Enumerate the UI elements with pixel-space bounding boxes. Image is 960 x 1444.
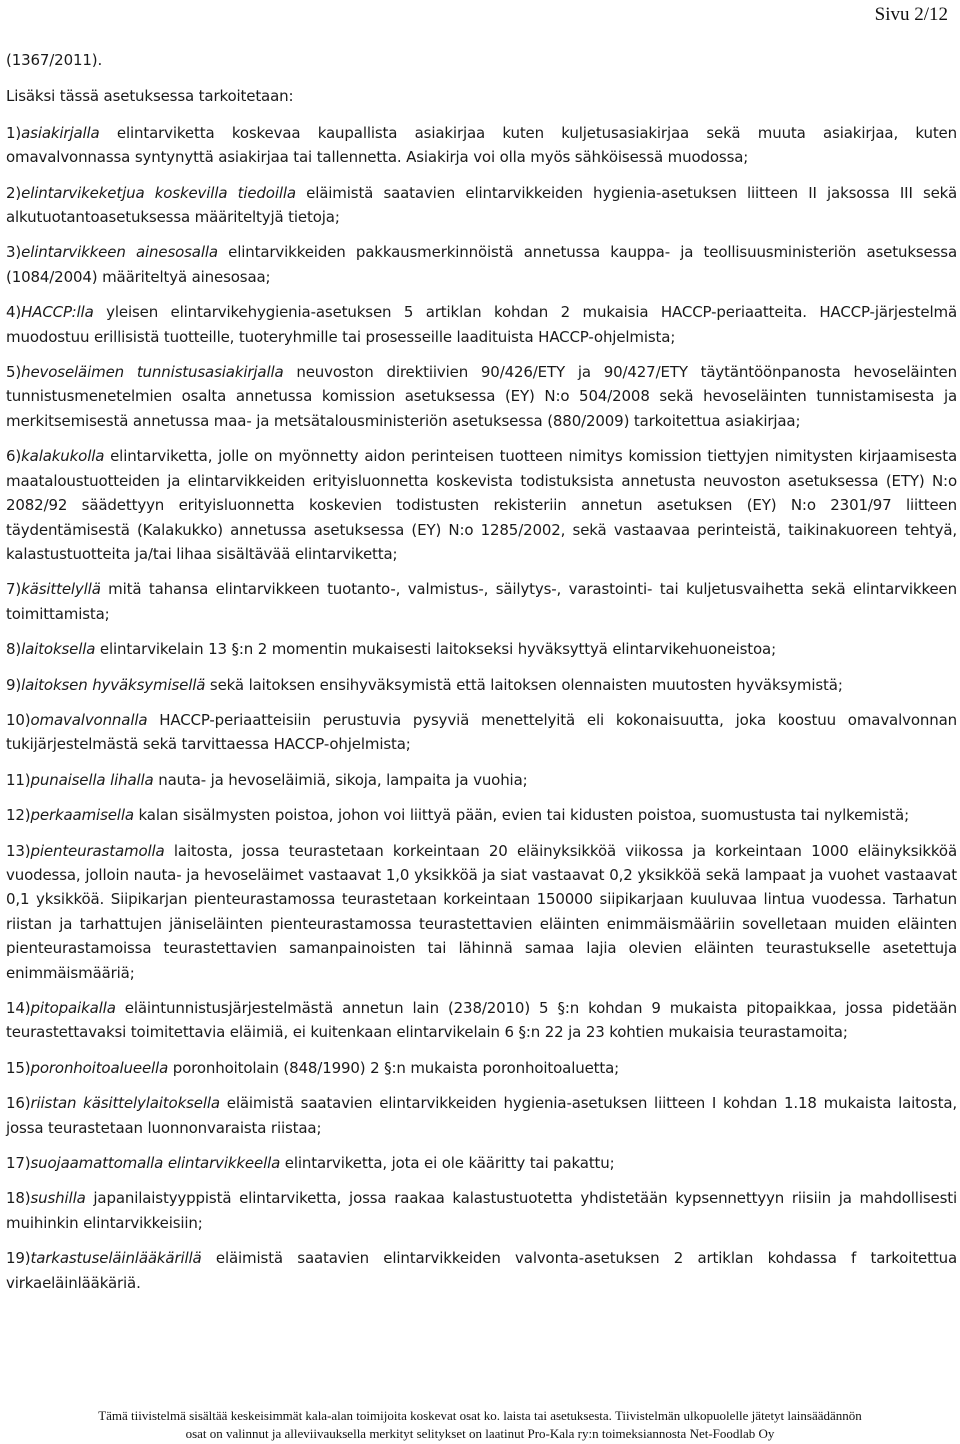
definition-item bbox=[6, 1091, 957, 1140]
definition-item bbox=[6, 1186, 957, 1235]
definition-number: 16) bbox=[6, 1094, 31, 1113]
definition-number: 14) bbox=[6, 999, 31, 1017]
definition-text: sekä laitoksen ensihyväksymistä että laitoksen olennaisten muutosten hyväksymistä; bbox=[205, 675, 843, 694]
definition-text: elintarvikelain 13 §:n 2 momentin mukaisesti laitokseksi hyväksyttyä elintarvikehuoneistoa; bbox=[95, 640, 776, 659]
definition-term: elintarvikkeen ainesosalla bbox=[21, 243, 218, 262]
definition-number: 19) bbox=[6, 1249, 31, 1268]
definition-term: poronhoitoalueella bbox=[30, 1058, 169, 1077]
definition-term: asiakirjalla bbox=[21, 123, 100, 142]
definition-term: perkaamisella bbox=[30, 806, 134, 825]
statute-reference: (1367/2011). bbox=[6, 51, 103, 69]
definition-item bbox=[6, 803, 957, 827]
definition-number: 11) bbox=[6, 770, 31, 789]
definition-text: eläimistä saatavien elintarvikkeiden hygienia-asetuksen liitteen I kohdan 1.18 mukaista laitosta, jossa teurastetaan luonnonvaraista riistaa; bbox=[6, 1094, 957, 1137]
definition-text: elintarviketta koskevaa kaupallista asiakirjaa kuten kuljetusasiakirjaa sekä muuta asiakirjaa, kuten omavalvonnassa syntynyttä asiakirjaa tai tallennetta. Asiakirja voi olla myös sähköisessä muodossa; bbox=[6, 123, 957, 167]
definition-text: japanilaistyyppistä elintarviketta, jossa raakaa kalastustuotetta yhdistetään kypsennettyyn riisiin ja mahdollisesti muihinkin elintarvikkeisiin; bbox=[6, 1189, 957, 1232]
definition-text: eläimistä saatavien elintarvikkeiden valvonta-asetuksen 2 artiklan kohdassa f tarkoitettua virkaeläinlääkäriä. bbox=[6, 1249, 957, 1292]
definitions-lead: Lisäksi tässä asetuksessa tarkoitetaan: bbox=[6, 87, 294, 106]
definition-item bbox=[6, 1056, 957, 1080]
definition-term: punaisella lihalla bbox=[30, 770, 154, 789]
definition-number: 17) bbox=[6, 1154, 31, 1173]
definition-text: elintarviketta, jota ei ole kääritty tai pakattu; bbox=[280, 1154, 615, 1173]
definition-number: 5) bbox=[6, 363, 22, 382]
document-body bbox=[6, 48, 957, 1306]
definition-text: yleisen elintarvikehygienia-asetuksen 5 artiklan kohdan 2 mukaisia HACCP-periaatteita. HACCP-järjestelmä muodostuu erillisistä tuotteille, tuoteryhmille tai prosesseille laadituista HACCP-ohjelmista; bbox=[6, 303, 957, 346]
definition-number: 10) bbox=[6, 710, 31, 729]
definition-text: mitä tahansa elintarvikkeen tuotanto-, valmistus-, säilytys-, varastointi- tai kuljetusvaihetta sekä elintarvikkeen toimittamista; bbox=[6, 580, 957, 623]
definition-number: 12) bbox=[6, 806, 31, 825]
definition-number: 15) bbox=[6, 1058, 31, 1077]
definition-item bbox=[6, 181, 957, 230]
definition-item bbox=[6, 577, 957, 626]
definition-number: 1) bbox=[6, 123, 22, 142]
definition-number: 4) bbox=[6, 303, 22, 322]
definition-item bbox=[6, 839, 957, 985]
definition-item bbox=[6, 240, 957, 289]
definition-term: riistan käsittelylaitoksella bbox=[30, 1094, 220, 1113]
definition-term: tarkastuseläinlääkärillä bbox=[30, 1249, 202, 1268]
definition-text: HACCP-periaatteisiin perustuvia pysyviä menettelyitä eli kokonaisuutta, joka koostuu omavalvonnan tukijärjestelmästä sekä tarvittaessa HACCP-ohjelmista; bbox=[6, 710, 957, 754]
definition-item bbox=[6, 360, 957, 433]
definition-item bbox=[6, 300, 957, 349]
definition-number: 13) bbox=[6, 841, 31, 860]
definition-item bbox=[6, 996, 957, 1045]
definition-item bbox=[6, 637, 957, 661]
definition-number: 18) bbox=[6, 1189, 31, 1208]
definition-item bbox=[6, 708, 957, 757]
definition-term: kalakukolla bbox=[21, 447, 105, 466]
definition-number: 9) bbox=[6, 675, 22, 694]
definition-term: sushilla bbox=[30, 1189, 86, 1208]
definition-text: elintarvikkeiden pakkausmerkinnöistä annetussa kauppa- ja teollisuusministeriön asetuksessa (1084/2004) määriteltyä ainesosaa; bbox=[6, 243, 957, 286]
definition-term: suojaamattomalla elintarvikkeella bbox=[30, 1154, 281, 1173]
definition-number: 7) bbox=[6, 580, 22, 599]
footer-line-1: Tämä tiivistelmä sisältää keskeisimmät kala-alan toimijoita koskevat osat ko. laista tai asetuksesta. Tiivistelmän ulkopuolelle jätetyt lainsäädännön bbox=[98, 1408, 862, 1423]
definition-item bbox=[6, 673, 957, 697]
definition-number: 3) bbox=[6, 243, 22, 262]
definition-item bbox=[6, 1246, 957, 1295]
definition-term: HACCP:lla bbox=[21, 303, 94, 322]
definition-number: 8) bbox=[6, 640, 22, 659]
definition-item bbox=[6, 768, 957, 792]
definition-text: eläimistä saatavien elintarvikkeiden hygienia-asetuksen liitteen II jaksossa III sekä alkutuotantoasetuksessa määriteltyjä tietoja; bbox=[6, 183, 957, 227]
definition-text: elintarviketta, jolle on myönnetty aidon perinteisen tuotteen nimitys komission tiettyjen nimitysten kirjaamisesta maataloustuotteiden ja elintarvikkeiden erityisluonnetta koskevista todistuksista annetusta neuvoston asetuksessa (ETY) N:o 2082/92 säädettyyn erityisluonnetta koskevien todistusten rekisteriin annetun asetuksen (EY) N:o 2301/97 liitteen täydentämisestä (Kalakukko) annetussa asetuksessa (EY) N:o 1285/2002, sekä vastaavaa perinteistä, taikinakuoreen tehtyä, kalastustuotteita ja/tai lihaa sisältävää elintarviketta; bbox=[6, 447, 957, 563]
definition-item bbox=[6, 444, 957, 566]
definition-number: 6) bbox=[6, 447, 22, 466]
definition-text: nauta- ja hevoseläimiä, sikoja, lampaita ja vuohia; bbox=[153, 770, 528, 789]
page-footer bbox=[0, 1407, 960, 1443]
definition-term: hevoseläimen tunnistusasiakirjalla bbox=[21, 363, 284, 382]
definition-number: 2) bbox=[6, 183, 22, 202]
definitions-list bbox=[6, 121, 957, 1295]
definition-text: eläintunnistusjärjestelmästä annetun lain (238/2010) 5 §:n kohdan 9 mukaista pitopaikkaa, jossa pidetään teurastettavaksi toimitettavia eläimiä, ei kuitenkaan elintarvikelain 6 §:n 22 ja 23 kohtien mukaisia teurastamoita; bbox=[6, 999, 957, 1042]
definition-term: omavalvonnalla bbox=[30, 710, 148, 729]
definition-term: laitoksen hyväksymisellä bbox=[21, 675, 206, 694]
definition-item bbox=[6, 1151, 957, 1175]
definition-term: elintarvikeketjua koskevilla tiedoilla bbox=[21, 183, 296, 202]
definition-item bbox=[6, 121, 957, 170]
definition-text: kalan sisälmysten poistoa, johon voi liittyä pään, evien tai kidusten poistoa, suomustusta tai nylkemistä; bbox=[133, 806, 909, 825]
definition-term: laitoksella bbox=[21, 640, 96, 659]
page-number: Sivu 2/12 bbox=[874, 4, 948, 25]
footer-line-2: osat on valinnut ja alleviivauksella merkityt selitykset on laatinut Pro-Kala ry:n toimeksiannosta Net-Foodlab Oy bbox=[185, 1426, 775, 1441]
definition-term: pienteurastamolla bbox=[30, 841, 165, 860]
definition-term: käsittelyllä bbox=[21, 580, 101, 599]
definition-term: pitopaikalla bbox=[30, 999, 116, 1017]
definition-text: laitosta, jossa teurastetaan korkeintaan 20 eläinyksikköä viikossa ja korkeintaan 1000 eläinyksikköä vuodessa, jolloin nauta- ja hevoseläimet vastaavat 1,0 yksikköä ja siat vastaavat 0,2 yksikköä sekä lampaat ja vuohet vastaavat 0,1 yksikköä. Siipikarjan pienteurastamossa teurastetaan korkeintaan 150000 siipikarjaan kuuluvaa lintua vuodessa. Tarhatun riistan ja tarhattujen jäniseläinten pienteurastamossa teurastettavien eläinten enimmäismääriin sovelletaan muiden eläinten pienteurastamoissa teurastettavien samanpainoisten tai lähinnä samaa lajia olevien eläinten teurastukselle asetettuja enimmäismääriä; bbox=[6, 841, 957, 982]
definition-text: poronhoitolain (848/1990) 2 §:n mukaista poronhoitoaluetta; bbox=[168, 1058, 620, 1077]
definition-text: neuvoston direktiivien 90/426/ETY ja 90/427/ETY täytäntöönpanosta hevoseläinten tunnistusmenetelmien osalta annetussa komission asetuksessa (EY) N:o 504/2008 sekä hevoseläinten tunnistamisesta ja merkitsemisestä annetussa maa- ja metsätalousministeriön asetuksessa (880/2009) tarkoitettua asiakirjaa; bbox=[6, 363, 957, 430]
